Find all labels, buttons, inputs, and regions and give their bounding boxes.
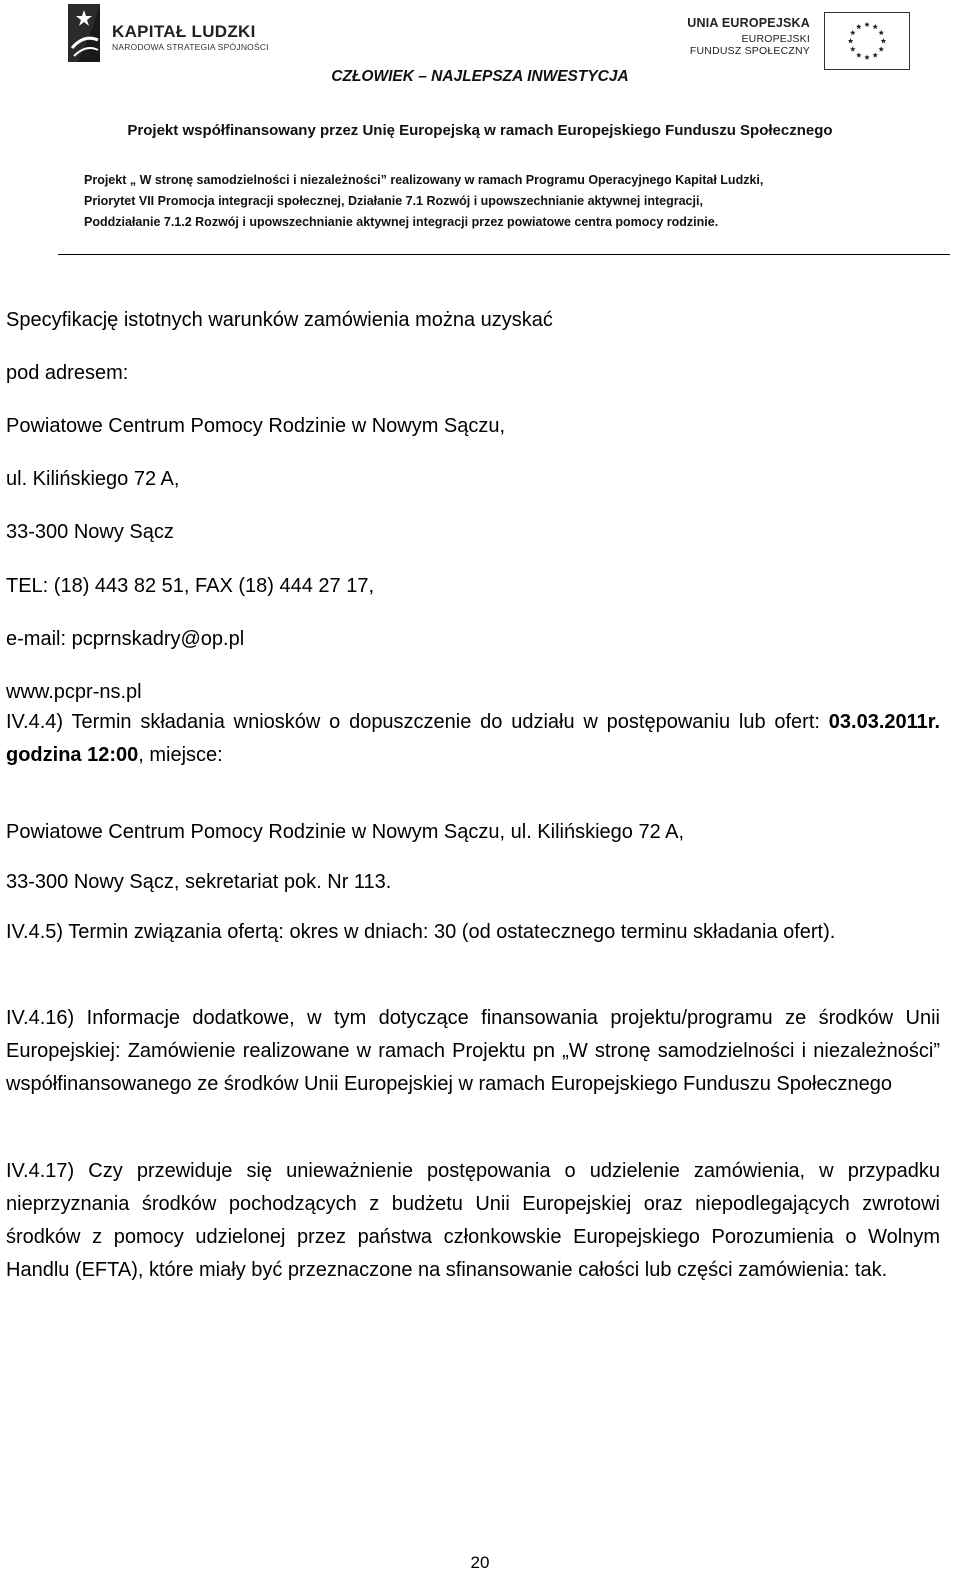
eu-star-icon — [856, 24, 862, 29]
eu-star-icon — [850, 46, 856, 51]
kapital-ludzki-logo — [64, 4, 344, 66]
website: www.pcpr-ns.pl — [6, 681, 142, 703]
address-city: 33-300 Nowy Sącz — [6, 521, 174, 543]
project-description — [84, 170, 904, 233]
eu-star-icon — [881, 38, 887, 43]
section-iv-4-16: IV.4.16) Informacje dodatkowe, w tym dotyczące finansowania projektu/programu ze środków Unii Europejskiej: Zamówienie realizowane w ramach Projektu pn „W stronę samodzielności i niezależności” współfinansowanego ze środków Unii Europejskiej w ramach Europejskiego Funduszu Społecznego — [6, 1007, 940, 1095]
eu-star-icon — [872, 24, 878, 29]
eu-star-icon — [856, 52, 862, 57]
address-name: Powiatowe Centrum Pomocy Rodzinie w Nowym Sączu, — [6, 415, 506, 437]
slogan: CZŁOWIEK – NAJLEPSZA INWESTYCJA — [331, 68, 629, 85]
header-divider — [58, 254, 950, 255]
eu-logo-line1: UNIA EUROPEJSKA — [687, 16, 810, 30]
address-intro: pod adresem: — [6, 362, 129, 384]
email: e-mail: pcprnskadry@op.pl — [6, 628, 245, 650]
eu-logo-line2: EUROPEJSKI — [741, 33, 810, 45]
section-iv-4-4-place-2: 33-300 Nowy Sącz, sekretariat pok. Nr 113. — [6, 871, 392, 893]
section-iv-4-4-date: 03.03.2011r. godzina 12:00 — [6, 711, 940, 766]
project-line-3: Poddziałanie 7.1.2 Rozwój i upowszechnianie aktywnej integracji przez powiatowe centra pomocy rodzinie. — [84, 215, 719, 229]
section-iv-4-4-place-label: , miejsce: — [138, 744, 223, 766]
eu-logo-line3: FUNDUSZ SPOŁECZNY — [689, 45, 810, 57]
eu-logo-text — [687, 16, 810, 57]
eu-star-icon — [850, 30, 856, 35]
section-iv-4-17: IV.4.17) Czy przewiduje się unieważnienie postępowania o udzielenie zamówienia, w przypadku nieprzyznania środków pochodzących z budżetu Unii Europejskiej oraz niepodlegających zwrotowi środków z pomocy udzielonej przez państwa członkowskie Europejskiego Porozumienia o Wolnym Handlu (EFTA), które miały być przeznaczone na sfinansowanie całości lub części zamówienia: tak. — [6, 1160, 940, 1281]
kapital-ludzki-emblem-icon — [64, 4, 104, 64]
project-line-2: Priorytet VII Promocja integracji społecznej, Działanie 7.1 Rozwój i upowszechnianie aktywnej integracji, — [84, 194, 703, 208]
eu-logo — [687, 12, 910, 72]
eu-star-icon — [878, 30, 884, 35]
project-line-1: Projekt „ W stronę samodzielności i niezależności” realizowany w ramach Programu Operacyjnego Kapitał Ludzki, — [84, 173, 764, 187]
kapital-ludzki-subtitle: NARODOWA STRATEGIA SPÓJNOŚCI — [112, 42, 269, 52]
eu-star-icon — [878, 46, 884, 51]
section-iv-4-4-place-1: Powiatowe Centrum Pomocy Rodzinie w Nowym Sączu, ul. Kilińskiego 72 A, — [6, 821, 685, 843]
eu-star-icon — [848, 38, 854, 43]
spec-line: Specyfikację istotnych warunków zamówienia można uzyskać — [6, 309, 553, 331]
kapital-ludzki-name: KAPITAŁ LUDZKI — [112, 22, 256, 41]
eu-star-icon — [864, 55, 870, 60]
eu-star-icon — [864, 22, 870, 27]
cofinanced-line: Projekt współfinansowany przez Unię Europejską w ramach Europejskiego Funduszu Społecznego — [127, 122, 833, 139]
address-street: ul. Kilińskiego 72 A, — [6, 468, 180, 490]
section-iv-4-4 — [6, 706, 940, 772]
section-iv-4-4-intro: IV.4.4) Termin składania wniosków o dopuszczenie do udziału w postępowaniu lub ofert: — [6, 711, 820, 733]
section-iv-4-5: IV.4.5) Termin związania ofertą: okres w dniach: 30 (od ostatecznego terminu składania ofert). — [6, 921, 836, 943]
eu-star-icon — [872, 52, 878, 57]
phone-fax: TEL: (18) 443 82 51, FAX (18) 444 27 17, — [6, 575, 375, 597]
page-number: 20 — [470, 1553, 490, 1572]
eu-flag-icon — [824, 12, 910, 70]
